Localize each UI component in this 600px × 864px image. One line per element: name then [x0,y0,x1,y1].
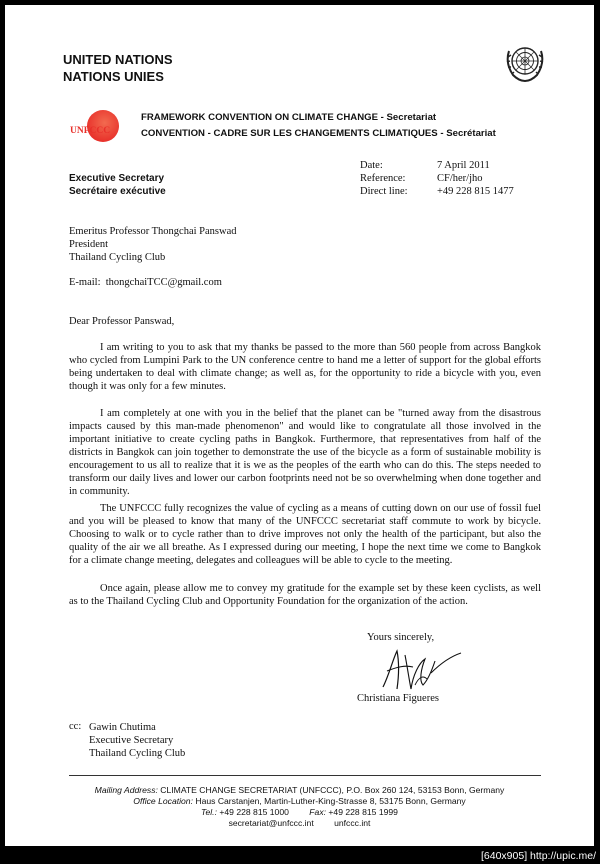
un-emblem-icon [503,41,547,85]
sender-title-fr: Secrétaire exécutive [69,186,166,197]
sender-title-en: Executive Secretary [69,173,165,184]
meta-date-value: 7 April 2011 [437,160,490,171]
meta-date-label: Date: [360,160,383,171]
footer-divider [69,775,541,776]
signer-name: Christiana Figueres [357,693,439,704]
email-label: E-mail: [69,277,101,288]
mailing-label: Mailing Address: [94,785,158,795]
cc-recipient [89,721,185,760]
cc-position: Executive Secretary [89,735,174,746]
salutation: Dear Professor Panswad, [69,316,175,327]
recipient-email: thongchaiTCC@gmail.com [105,277,222,288]
framework-title-fr: CONVENTION - CADRE SUR LES CHANGEMENTS CLIMATIQUES - Secrétariat [141,128,496,139]
fax-value: +49 228 815 1999 [328,807,398,817]
footer-email: secretariat@unfccc.int [228,818,314,828]
body-paragraph-2: I am completely at one with you in the belief that the planet can be "turned away from the disastrous impacts caused by this man-made phenomenon" and would like to congratulate all those involved in the important initiative to create cycling paths in Bangkok. Furthermore, that representatives from half of the districts in Bangkok can join together to demonstrate the use of the bicycle as a form of sustainable mobility is encouragement to us all to realize that it is we as the peoples of the earth who can do this. The steps needed to transform our daily lives and lower our carbon footprints need not be so overwhelming when done together and in community. [69,408,541,497]
meta-direct-line-row [360,186,514,199]
recipient-name: Emeritus Professor Thongchai Panswad [69,226,237,237]
letter-page [5,5,594,846]
unfccc-logo-text: UNFCCC [70,126,111,136]
meta-date-row [360,160,514,173]
footer-web: unfccc.int [334,818,371,828]
watermark: [640x905] http://upic.me/ [481,850,596,862]
unfccc-logo [69,108,123,148]
body-paragraph-4: Once again, please allow me to convey my gratitude for the example set by these keen cyclists, as well as to the Thailand Cycling Club and Opportunity Foundation for the organization of the action. [69,583,541,607]
org-name-fr: NATIONS UNIES [63,69,164,84]
recipient-position: President [69,239,109,250]
recipient-email-line [69,277,222,288]
framework-title-en: FRAMEWORK CONVENTION ON CLIMATE CHANGE - Secretariat [141,112,437,123]
footer-mailing-line [5,785,594,796]
signature-icon [375,645,465,695]
recipient-organization: Thailand Cycling Club [69,252,166,263]
org-name-en: UNITED NATIONS [63,52,173,67]
fax-label: Fax: [309,807,327,817]
recipient-address [69,225,237,264]
cc-name: Gawin Chutima [89,722,156,733]
tel-label: Tel.: [201,807,217,817]
mailing-value: CLIMATE CHANGE SECRETARIAT (UNFCCC), P.O. Box 260 124, 53153 Bonn, Germany [160,785,505,795]
meta-reference-label: Reference: [360,173,406,184]
footer [5,785,594,829]
body-paragraph-1: I am writing to you to ask that my thanks be passed to the more than 560 people from across Bangkok who cycled from Lumpini Park to the UN conference centre to hand me a letter of support for the global efforts being undertaken to deal with climate change; as well as, for the opportunity to ride a bicycle with you, even though it was only for a few minutes. [69,342,541,392]
letter-meta [360,160,514,199]
footer-phone-line [5,807,594,818]
meta-direct-line-label: Direct line: [360,186,408,197]
tel-value: +49 228 815 1000 [219,807,289,817]
closing: Yours sincerely, [367,632,435,643]
footer-contact-line [5,818,594,829]
office-value: Haus Carstanjen, Martin-Luther-King-Strasse 8, 53175 Bonn, Germany [195,796,466,806]
cc-label: cc: [69,721,82,732]
meta-direct-line-value: +49 228 815 1477 [437,186,514,197]
meta-reference-value: CF/her/jho [437,173,483,184]
footer-office-line [5,796,594,807]
body-paragraph-3: The UNFCCC fully recognizes the value of cycling as a means of cutting down on our use of fossil fuel and you will be pleased to know that many of the UNFCCC secretariat staff commute to work by bicycle. Choosing to walk or to cycle rather than to drive improves not only the health of the participant, but also the quality of the air we all breathe. As I expressed during our meeting, I hope the next time we come to Bangkok for a climate change meeting, delegates and colleagues will be able to cycle to the meeting. [69,503,541,566]
cc-organization: Thailand Cycling Club [89,748,186,759]
office-label: Office Location: [133,796,193,806]
meta-reference-row [360,173,514,186]
